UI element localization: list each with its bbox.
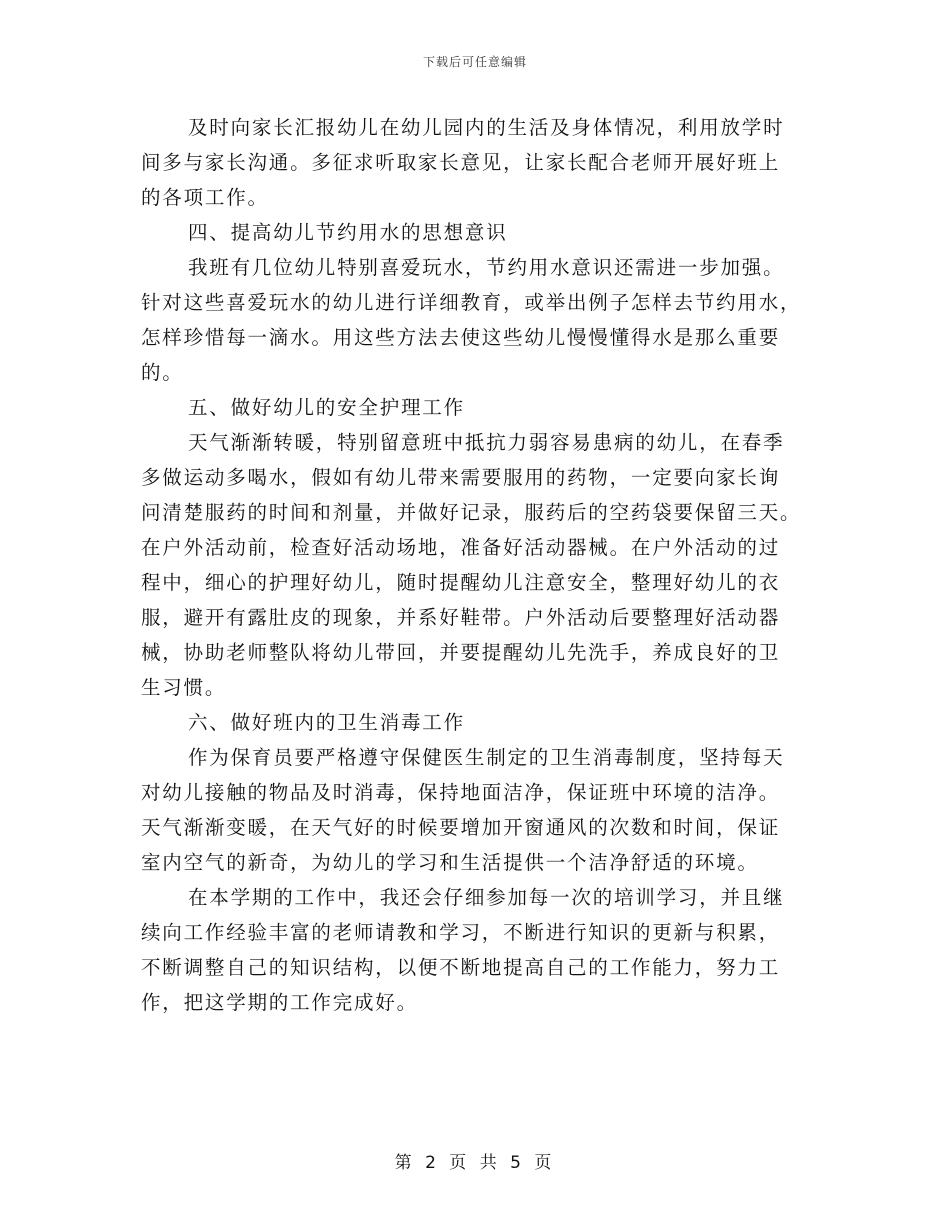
- paragraph-line: 对幼儿接触的物品及时消毒，保持地面洁净，保证班中环境的洁净。: [141, 781, 781, 804]
- page-header: 下载后可任意编辑: [422, 55, 527, 69]
- page-number: 第 2 页 共 5 页: [394, 1153, 556, 1173]
- paragraph-line: 间多与家长沟通。多征求听取家长意见，让家长配合老师开展好班上: [141, 151, 781, 174]
- paragraph-line: 的。: [141, 361, 184, 384]
- paragraph-line: 天气渐渐变暖，在天气好的时候要增加开窗通风的次数和时间，保证: [141, 816, 781, 839]
- section-heading: 四、提高幼儿节约用水的思想意识: [188, 221, 508, 244]
- section-heading: 六、做好班内的卫生消毒工作: [188, 711, 465, 734]
- paragraph-line: 服，避开有露肚皮的现象，并系好鞋带。户外活动后要整理好活动器: [141, 606, 781, 629]
- paragraph-line: 怎样珍惜每一滴水。用这些方法去使这些幼儿慢慢懂得水是那么重要: [141, 326, 781, 349]
- paragraph-line: 械，协助老师整队将幼儿带回，并要提醒幼儿先洗手，养成良好的卫: [141, 641, 781, 664]
- document-body: [141, 110, 809, 1020]
- paragraph-line: 程中，细心的护理好幼儿，随时提醒幼儿注意安全，整理好幼儿的衣: [141, 571, 781, 594]
- section-heading: 五、做好幼儿的安全护理工作: [188, 396, 465, 419]
- paragraph-line: 多做运动多喝水，假如有幼儿带来需要服用的药物，一定要向家长询: [141, 466, 781, 489]
- paragraph-line: 针对这些喜爱玩水的幼儿进行详细教育，或举出例子怎样去节约用水，: [141, 291, 802, 314]
- paragraph-line: 天气渐渐转暖，特别留意班中抵抗力弱容易患病的幼儿，在春季: [188, 431, 785, 454]
- paragraph-line: 室内空气的新奇，为幼儿的学习和生活提供一个洁净舒适的环境。: [141, 851, 759, 874]
- paragraph-line: 作，把这学期的工作完成好。: [141, 991, 418, 1014]
- paragraph-line: 作为保育员要严格遵守保健医生制定的卫生消毒制度，坚持每天: [188, 746, 785, 769]
- paragraph-line: 在户外活动前，检查好活动场地，准备好活动器械。在户外活动的过: [141, 536, 781, 559]
- paragraph-line: 问清楚服药的时间和剂量，并做好记录，服药后的空药袋要保留三天。: [141, 501, 802, 524]
- paragraph-line: 生习惯。: [141, 676, 227, 699]
- paragraph-line: 续向工作经验丰富的老师请教和学习，不断进行知识的更新与积累，: [141, 921, 781, 944]
- paragraph-line: 及时向家长汇报幼儿在幼儿园内的生活及身体情况，利用放学时: [188, 116, 785, 139]
- paragraph-line: 我班有几位幼儿特别喜爱玩水，节约用水意识还需进一步加强。: [188, 256, 785, 279]
- paragraph-line: 不断调整自己的知识结构，以便不断地提高自己的工作能力，努力工: [141, 956, 781, 979]
- paragraph-line: 的各项工作。: [141, 186, 269, 209]
- paragraph-line: 在本学期的工作中，我还会仔细参加每一次的培训学习，并且继: [188, 886, 785, 909]
